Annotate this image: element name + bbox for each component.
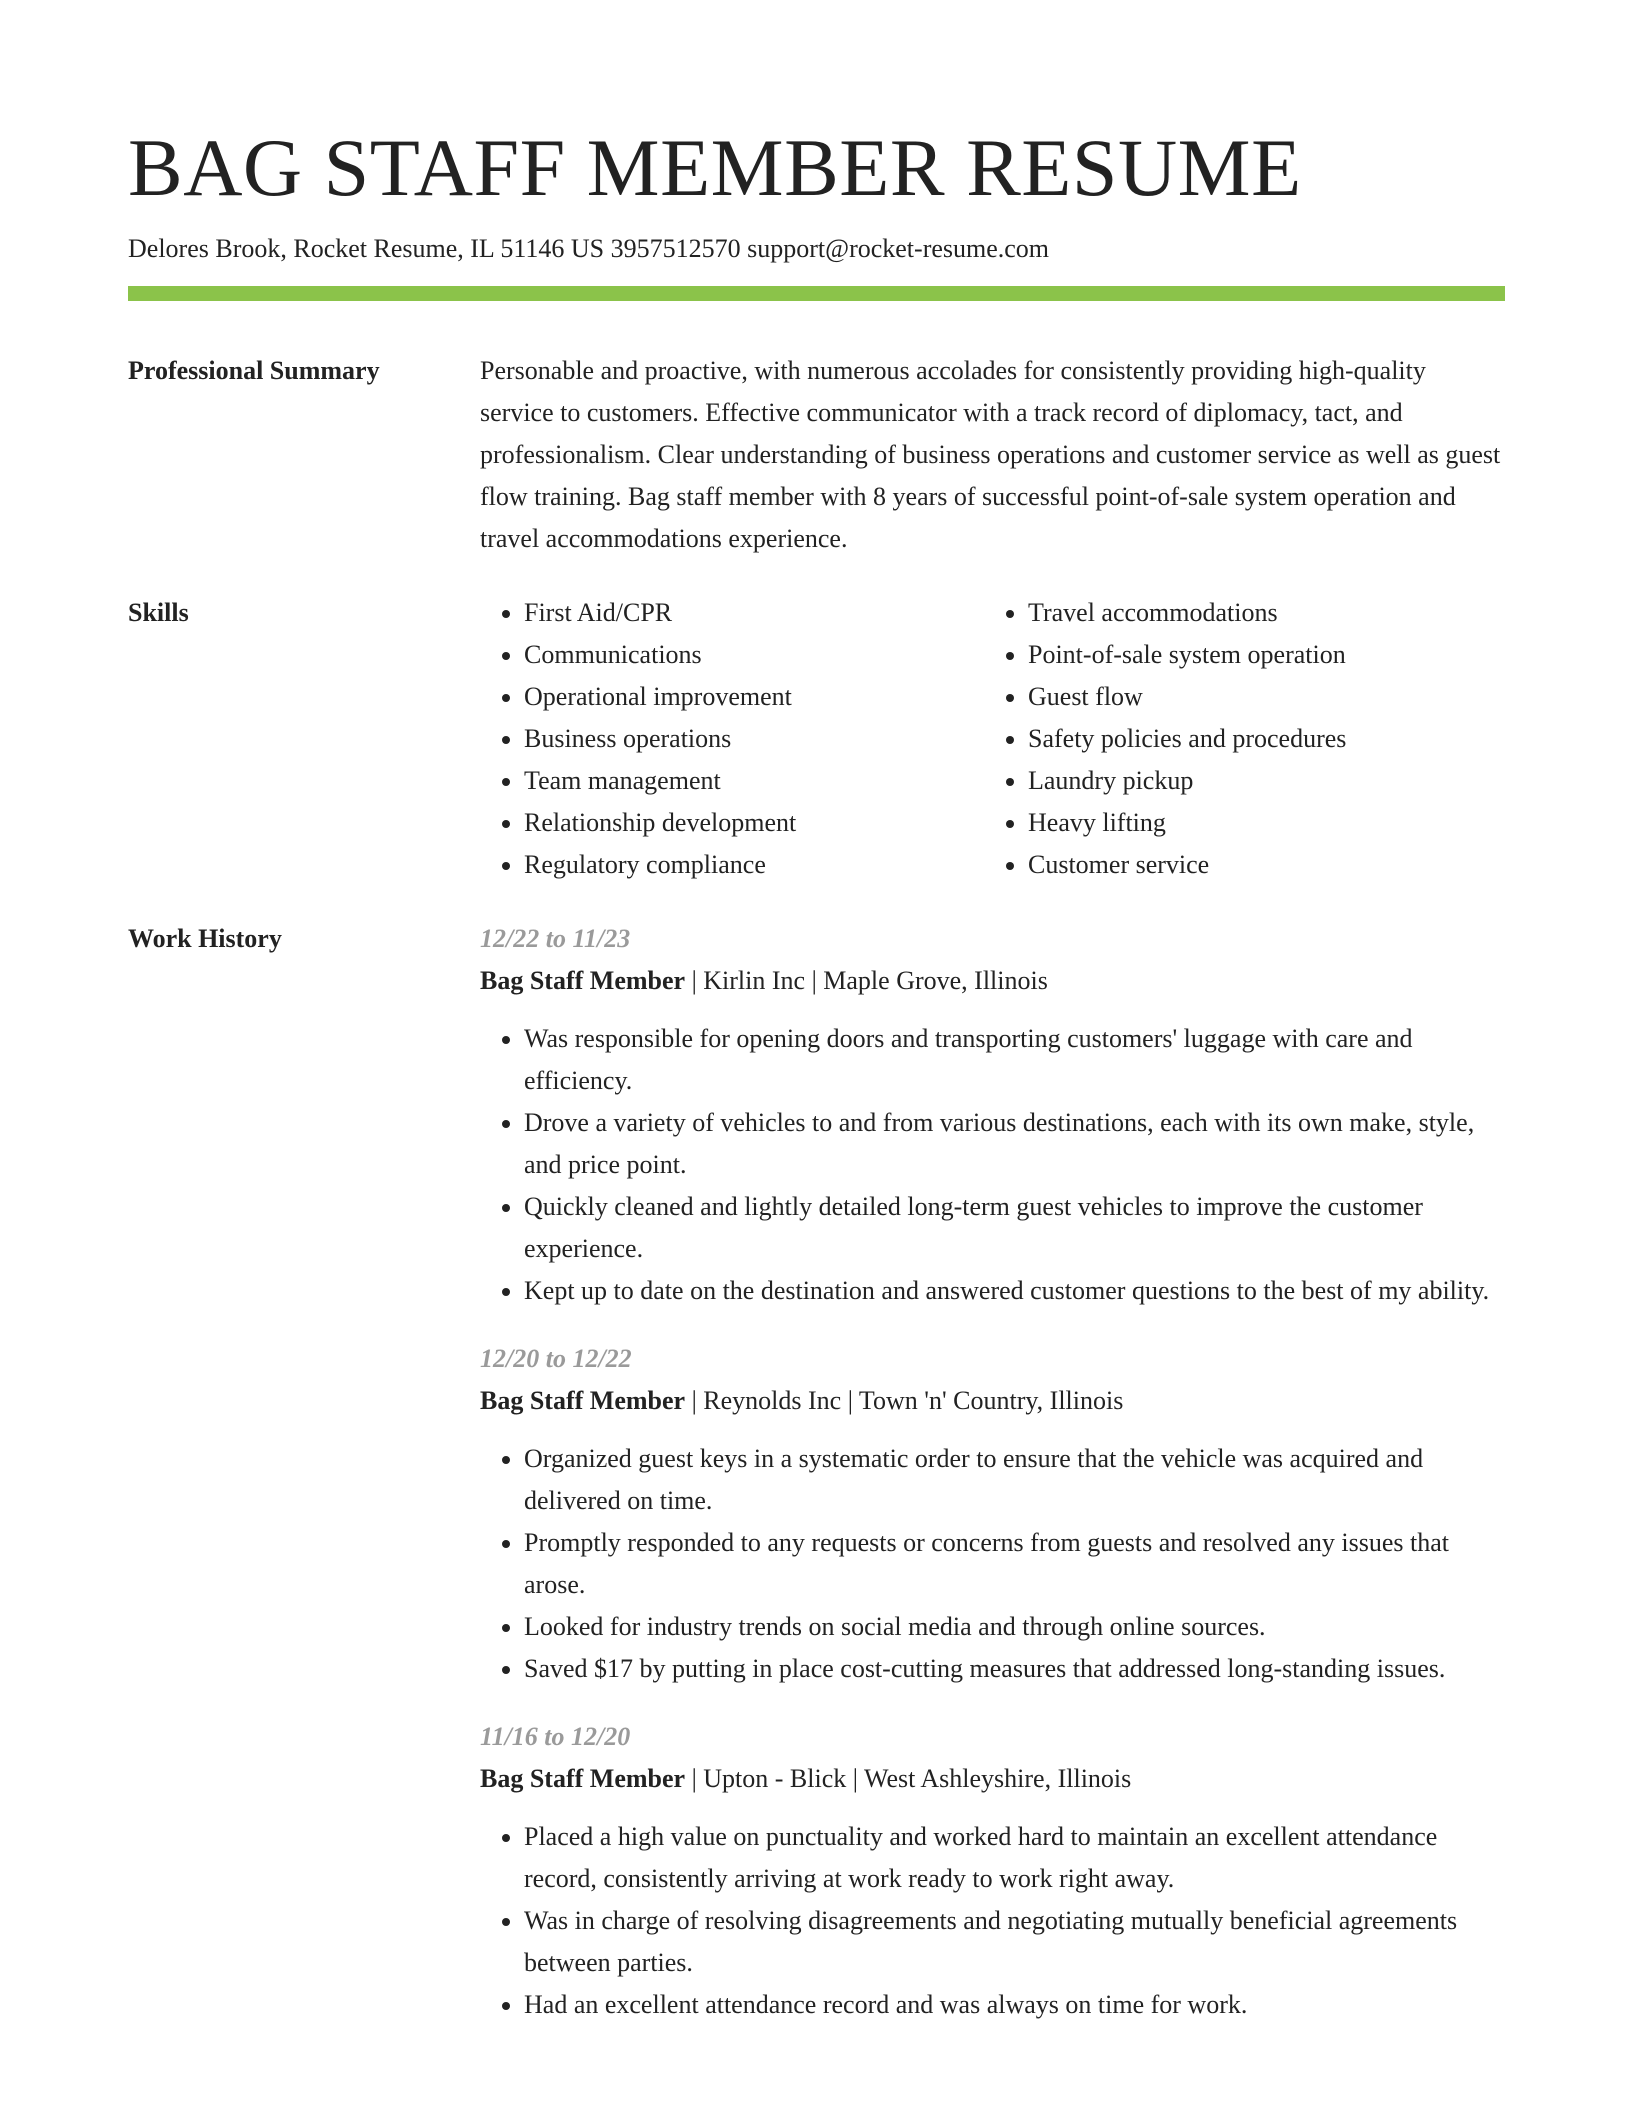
skill-item: • Regulatory compliance (524, 844, 984, 886)
skill-item: • Point-of-sale system operation (1028, 634, 1488, 676)
job-bullets (480, 1018, 1505, 1312)
contact-phone: 3957512570 (610, 234, 741, 263)
summary-text: Personable and proactive, with numerous accolades for consistently providing high-quality service to customers. Effective communicator with a track record of diplomacy, tact, and professionalism. Clear understanding of business operations and customer service as well as guest flow training. Bag staff member with 8 years of successful point-of-sale system operation and travel accommodations experience. (480, 356, 1501, 553)
skill-item: • Business operations (524, 718, 984, 760)
job-bullet: • Saved $17 by putting in place cost-cutting measures that addressed long-standing issues. (524, 1648, 1505, 1690)
job-company: | Kirlin Inc | Maple Grove, Illinois (685, 966, 1048, 995)
job-title: Bag Staff Member (480, 1386, 686, 1415)
job-bullet: • Was responsible for opening doors and transporting customers' luggage with care and efficiency. (524, 1018, 1505, 1102)
skill-item: • Customer service (1028, 844, 1488, 886)
skill-item: • Relationship development (524, 802, 984, 844)
job-bullet: • Promptly responded to any requests or concerns from guests and resolved any issues that arose. (524, 1522, 1505, 1606)
work-body (480, 918, 1505, 2052)
skill-item: • Safety policies and procedures (1028, 718, 1488, 760)
job-dates: 12/22 to 11/23 (480, 924, 631, 953)
job-entry (480, 1716, 1505, 2026)
header-divider (128, 286, 1505, 301)
skill-item: • Laundry pickup (1028, 760, 1488, 802)
job-header (480, 960, 1505, 1002)
skill-item: • First Aid/CPR (524, 592, 984, 634)
skill-item: • Communications (524, 634, 984, 676)
contact-location: Rocket Resume, IL 51146 US (293, 234, 605, 263)
skills-list-left (480, 592, 984, 886)
resume-title: BAG STAFF MEMBER RESUME (128, 122, 1302, 213)
job-title: Bag Staff Member (480, 966, 686, 995)
job-title: Bag Staff Member (480, 1764, 686, 1793)
job-entry (480, 1338, 1505, 1690)
job-company: | Reynolds Inc | Town 'n' Country, Illinois (685, 1386, 1124, 1415)
job-bullet: • Quickly cleaned and lightly detailed long-term guest vehicles to improve the customer experience. (524, 1186, 1505, 1270)
job-bullets (480, 1816, 1505, 2026)
contact-email: support@rocket-resume.com (747, 234, 1050, 263)
job-bullet: • Was in charge of resolving disagreements and negotiating mutually beneficial agreements between parties. (524, 1900, 1505, 1984)
summary-heading: Professional Summary (128, 356, 380, 385)
skills-body (480, 592, 1505, 886)
job-header (480, 1758, 1505, 1800)
job-bullets (480, 1438, 1505, 1690)
job-bullet: • Organized guest keys in a systematic order to ensure that the vehicle was acquired and delivered on time. (524, 1438, 1505, 1522)
skills-list-right (984, 592, 1488, 886)
skill-item: • Travel accommodations (1028, 592, 1488, 634)
skill-item: • Operational improvement (524, 676, 984, 718)
work-heading: Work History (128, 924, 282, 953)
skill-item: • Guest flow (1028, 676, 1488, 718)
job-company: | Upton - Blick | West Ashleyshire, Illinois (685, 1764, 1132, 1793)
skills-heading: Skills (128, 598, 189, 627)
job-bullet: • Drove a variety of vehicles to and from various destinations, each with its own make, style, and price point. (524, 1102, 1505, 1186)
job-dates: 12/20 to 12/22 (480, 1344, 632, 1373)
job-bullet: • Placed a high value on punctuality and worked hard to maintain an excellent attendance record, consistently arriving at work ready to work right away. (524, 1816, 1505, 1900)
job-bullet: • Had an excellent attendance record and was always on time for work. (524, 1984, 1505, 2026)
job-entry (480, 918, 1505, 1312)
skill-item: • Team management (524, 760, 984, 802)
contact-name: Delores Brook, (128, 234, 287, 263)
contact-line (128, 231, 1049, 267)
job-bullet: • Kept up to date on the destination and answered customer questions to the best of my ability. (524, 1270, 1505, 1312)
summary-body (480, 350, 1505, 560)
skill-item: • Heavy lifting (1028, 802, 1488, 844)
job-header (480, 1380, 1505, 1422)
job-dates: 11/16 to 12/20 (480, 1722, 631, 1751)
job-bullet: • Looked for industry trends on social media and through online sources. (524, 1606, 1505, 1648)
